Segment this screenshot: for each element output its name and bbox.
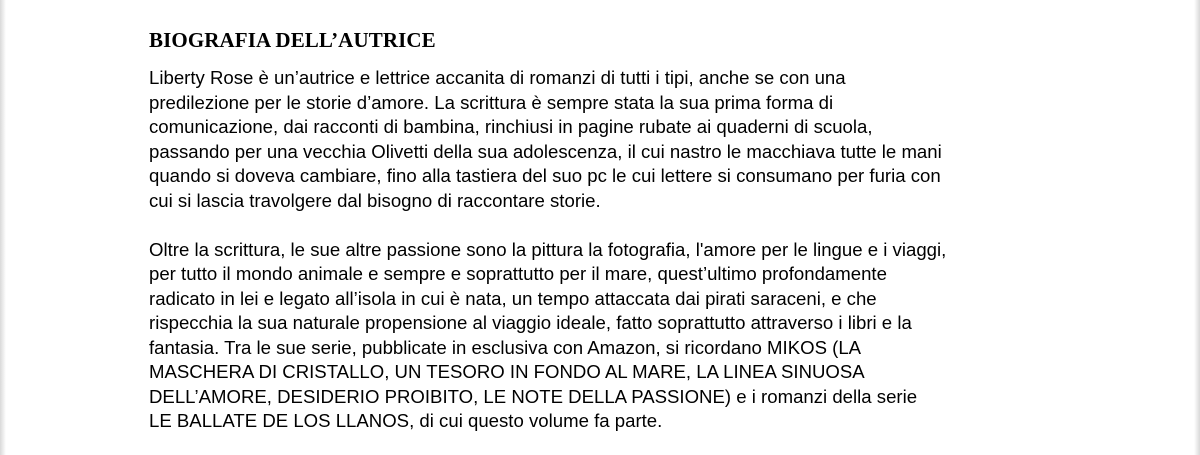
text-line: comunicazione, dai racconti di bambina, rinchiusi in pagine rubate ai quaderni di scuola, [149,116,873,137]
text-line: passando per una vecchia Olivetti della sua adolescenza, il cui nastro le macchiava tutte le mani [149,140,942,162]
page-edge-left [0,0,6,455]
text-line: Oltre la scrittura, le sue altre passione sono la pittura la fotografia, l'amore per le lingue e i viaggi, [149,238,947,260]
text-line: DELL’AMORE, DESIDERIO PROIBITO, LE NOTE DELLA PASSIONE) e i romanzi della serie [149,385,918,407]
text-line: rispecchia la sua naturale propensione al viaggio ideale, fatto soprattutto attraverso i libri e la [149,312,912,333]
section-heading: BIOGRAFIA DELL’AUTRICE [149,28,436,52]
text-line: fantasia. Tra le sue serie, pubblicate in esclusiva con Amazon, si ricordano MIKOS (LA [149,336,862,358]
text-line: MASCHERA DI CRISTALLO, UN TESORO IN FONDO AL MARE, LA LINEA SINUOSA [149,361,865,382]
paragraph-biography [149,66,1054,213]
paragraph-passions [149,238,1054,434]
text-line: per tutto il mondo animale e sempre e soprattutto per il mare, quest’ultimo profondamente [149,263,887,284]
text-line: cui si lascia travolgere dal bisogno di raccontare storie. [149,189,601,211]
page-edge-right [1194,0,1200,455]
text-line: LE BALLATE DE LOS LLANOS, di cui questo volume fa parte. [149,410,663,431]
text-line: quando si doveva cambiare, fino alla tastiera del suo pc le cui lettere si consumano per furia con [149,165,941,186]
text-line: Liberty Rose è un’autrice e lettrice accanita di romanzi di tutti i tipi, anche se con una [149,67,846,88]
text-line: predilezione per le storie d’amore. La scrittura è sempre stata la sua prima forma di [149,91,834,113]
document-body [149,26,1054,434]
text-line: radicato in lei e legato all’isola in cui è nata, un tempo attaccata dai pirati saraceni, e che [149,287,877,309]
